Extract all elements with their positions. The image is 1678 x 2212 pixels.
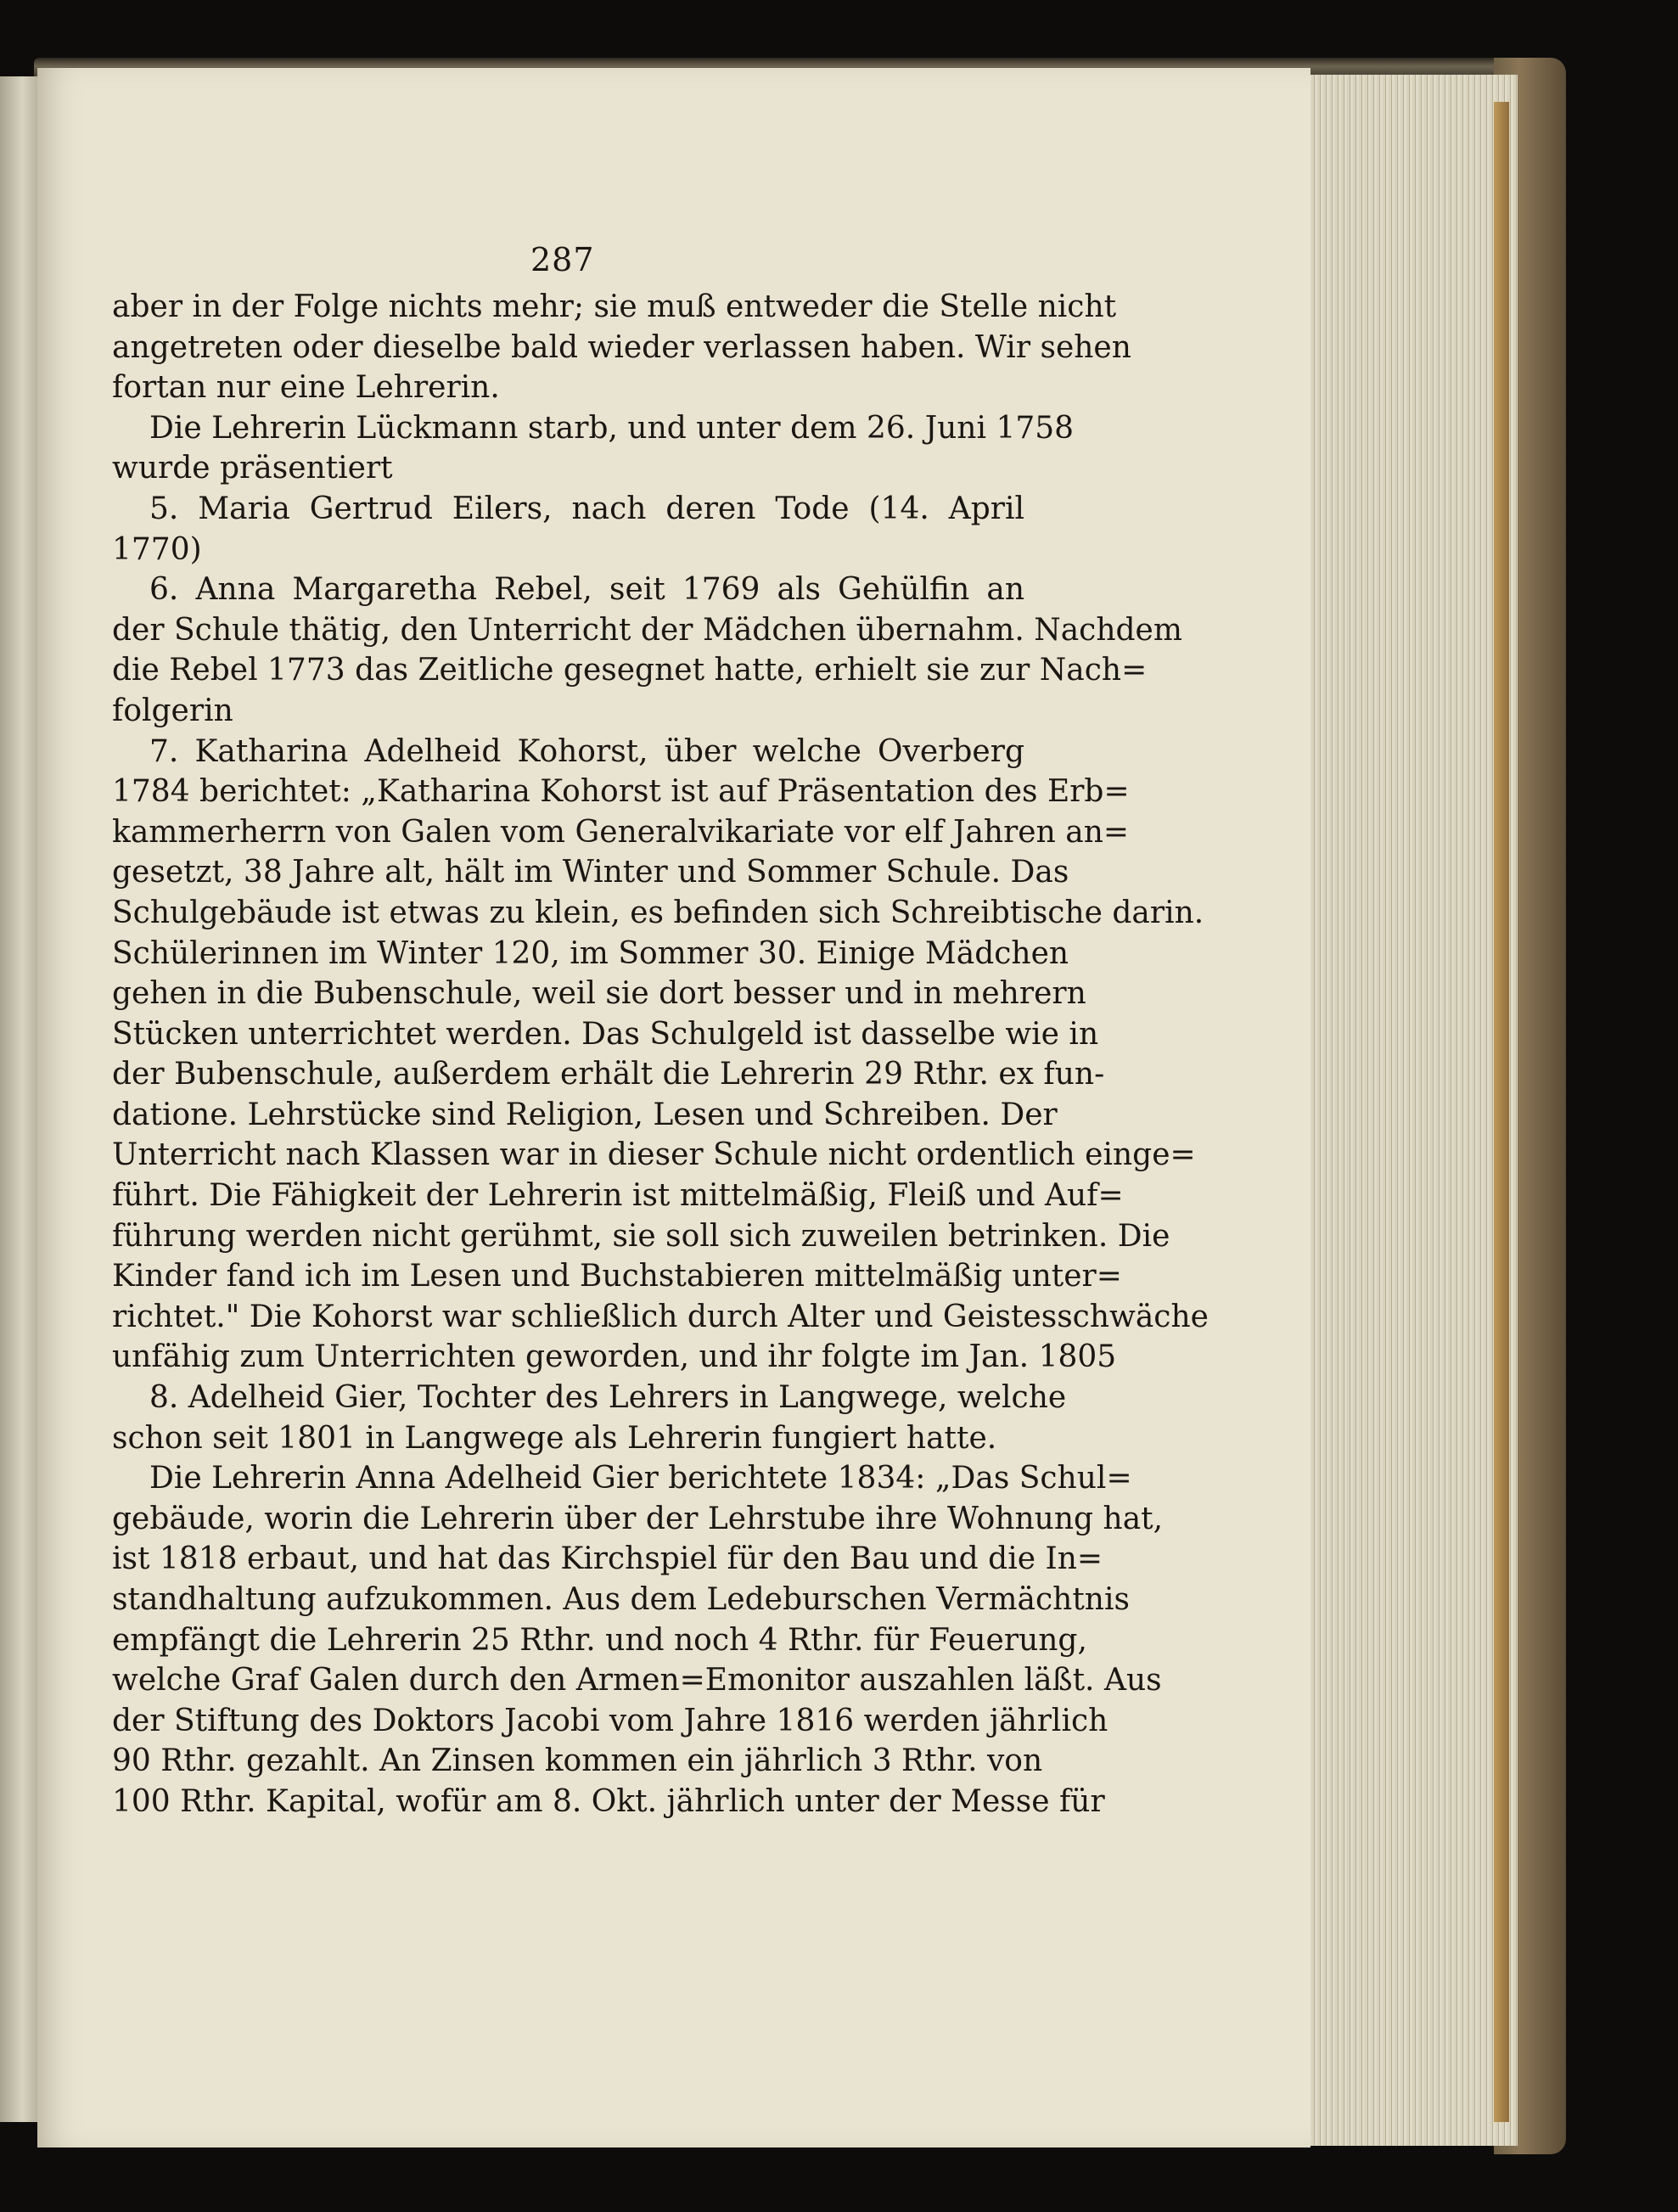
text-line: Stücken unterrichtet werden. Das Schulgeld ist dasselbe wie in — [112, 1016, 1099, 1052]
text-line: Schülerinnen im Winter 120, im Sommer 30. Einige Mädchen — [112, 935, 1069, 971]
text-line: gebäude, worin die Lehrerin über der Lehrstube ihre Wohnung hat, — [112, 1501, 1164, 1536]
text-line: ist 1818 erbaut, und hat das Kirchspiel für den Bau und die In= — [112, 1541, 1103, 1577]
text-line: 1784 berichtet: „Katharina Kohorst ist auf Präsentation des Erb= — [112, 774, 1130, 810]
text-line: welche Graf Galen durch den Armen=Emonitor auszahlen läßt. Aus — [112, 1663, 1162, 1698]
gilt-page-edge — [1494, 102, 1509, 2122]
text-line: führung werden nicht gerühmt, sie soll sich zuweilen betrinken. Die — [112, 1218, 1170, 1254]
text-line: richtet." Die Kohorst war schließlich durch Alter und Geistesschwäche — [112, 1299, 1209, 1334]
left-page-edge — [0, 76, 40, 2122]
text-line: standhaltung aufzukommen. Aus dem Ledeburschen Vermächtnis — [112, 1582, 1130, 1617]
text-line: Die Lehrerin Anna Adelheid Gier berichtete 1834: „Das Schul= — [149, 1461, 1132, 1496]
page-block-edges — [1304, 75, 1518, 2146]
text-line: Kinder fand ich im Lesen und Buchstabieren mittelmäßig unter= — [112, 1259, 1122, 1294]
text-line: empfängt die Lehrerin 25 Rthr. und noch 4 Rthr. für Feuerung, — [112, 1622, 1087, 1658]
text-line: unfähig zum Unterrichten geworden, und ihr folgte im Jan. 1805 — [112, 1339, 1117, 1375]
text-line: der Stiftung des Doktors Jacobi vom Jahre 1816 werden jährlich — [112, 1703, 1108, 1738]
text-line: 5. Maria Gertrud Eilers, nach deren Tode (14. April — [149, 491, 1024, 526]
text-line: Schulgebäude ist etwas zu klein, es befinden sich Schreibtische darin. — [112, 895, 1204, 930]
text-line: gesetzt, 38 Jahre alt, hält im Winter und Sommer Schule. Das — [112, 855, 1069, 890]
text-line: 90 Rthr. gezahlt. An Zinsen kommen ein jährlich 3 Rthr. von — [112, 1743, 1043, 1779]
text-line: datione. Lehrstücke sind Religion, Lesen und Schreiben. Der — [112, 1097, 1058, 1132]
page-number: 287 — [530, 241, 595, 278]
text-line: 7. Katharina Adelheid Kohorst, über welche Overberg — [149, 733, 1024, 769]
text-line: angetreten oder dieselbe bald wieder verlassen haben. Wir sehen — [112, 329, 1131, 365]
text-line: wurde präsentiert — [112, 451, 393, 486]
text-line: der Schule thätig, den Unterricht der Mädchen übernahm. Nachdem — [112, 612, 1183, 648]
page-text-body — [112, 287, 1209, 1822]
text-line: kammerherrn von Galen vom Generalvikariate vor elf Jahren an= — [112, 814, 1130, 850]
text-line: 1770) — [112, 531, 202, 567]
text-line: der Bubenschule, außerdem erhält die Lehrerin 29 Rthr. ex fun- — [112, 1057, 1105, 1092]
text-line: Unterricht nach Klassen war in dieser Schule nicht ordentlich einge= — [112, 1137, 1196, 1173]
text-line: 6. Anna Margaretha Rebel, seit 1769 als Gehülfin an — [149, 572, 1024, 608]
text-line: folgerin — [112, 693, 233, 728]
text-line: aber in der Folge nichts mehr; sie muß entweder die Stelle nicht — [112, 289, 1117, 324]
text-line: führt. Die Fähigkeit der Lehrerin ist mittelmäßig, Fleiß und Auf= — [112, 1178, 1124, 1214]
text-line: gehen in die Bubenschule, weil sie dort besser und in mehrern — [112, 976, 1086, 1012]
text-line: fortan nur eine Lehrerin. — [112, 370, 500, 406]
text-line: 8. Adelheid Gier, Tochter des Lehrers in Langwege, welche — [149, 1380, 1067, 1416]
text-line: Die Lehrerin Lückmann starb, und unter dem 26. Juni 1758 — [149, 410, 1075, 446]
text-line: die Rebel 1773 das Zeitliche gesegnet hatte, erhielt sie zur Nach= — [112, 653, 1148, 688]
text-line: schon seit 1801 in Langwege als Lehrerin fungiert hatte. — [112, 1420, 997, 1456]
text-line: 100 Rthr. Kapital, wofür am 8. Okt. jährlich unter der Messe für — [112, 1783, 1105, 1819]
